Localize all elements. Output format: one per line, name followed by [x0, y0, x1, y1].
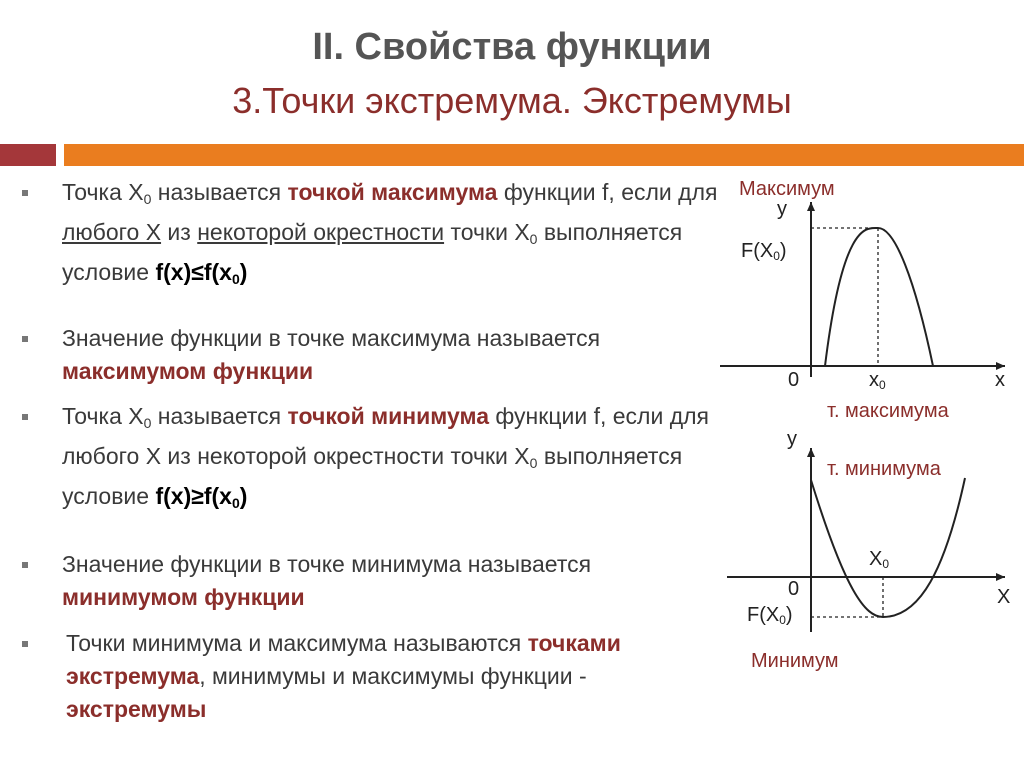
term-extremum-points: точками экстремума [66, 630, 621, 689]
bullet-marker [22, 562, 28, 568]
max-point-label: т. максимума [827, 400, 949, 422]
bullet-text: Значение функции в точке минимума называется минимумом функции [62, 551, 592, 610]
max-graph-x-label: x [995, 369, 1005, 391]
condition-max: $f(x)\le f(x_0)$ [155, 259, 248, 287]
max-graph-caption: Максимум [739, 178, 835, 200]
bullet-text: Точка $Х_0$ называется точкой минимума функции f, если для любого Х из некоторой окрестности точки $Х_0$ выполняется условие $f(x)\ge f(x_0)$ [62, 403, 709, 511]
slide-subtitle: 3.Точки экстремума. Экстремумы [232, 80, 792, 121]
bullet-text: Точка $Х_0$ называется точкой максимума функции f, если для любого Х из некоторой окрестности точки $Х_0$ выполняется условие $f(x)\le f(x_0)$ [62, 179, 718, 287]
max-graph-origin: 0 [788, 369, 800, 391]
term-min-point: точкой минимума [287, 403, 489, 429]
bullet-marker [22, 641, 28, 647]
bullet-text: Значение функции в точке максимума называется максимумом функции [62, 325, 601, 384]
min-graph-origin: 0 [788, 578, 800, 600]
bullet-text: Точки минимума и максимума называются точками экстремума, минимумы и максимумы функции - экстремумы [66, 630, 621, 722]
bullet-marker [22, 190, 28, 196]
min-graph-x-label: X [997, 586, 1011, 608]
term-max-value: максимумом функции [62, 358, 314, 384]
term-min-value: минимумом функции [62, 584, 305, 610]
max-graph-curve [825, 228, 933, 366]
bullet-marker [22, 336, 28, 342]
graphs-panel [715, 170, 1024, 680]
max-graph-y-label: у [777, 198, 787, 220]
max-graph-x0: $x_0$ [869, 369, 886, 392]
slide-title: II. Свойства функции [312, 26, 712, 68]
term-max-point: точкой максимума [287, 179, 498, 205]
min-graph-x0: $X_0$ [869, 548, 890, 571]
min-point-label: т. минимума [827, 458, 941, 480]
min-graph-f-label: $F(X_0)$ [747, 604, 793, 627]
term-extremums: экстремумы [66, 696, 207, 722]
min-graph-caption: Минимум [751, 650, 839, 672]
bullet-marker [22, 414, 28, 420]
min-graph-y-label: у [787, 428, 797, 450]
condition-min: $f(x)\ge f(x_0)$ [155, 483, 248, 511]
max-graph-f-label: $F(X_0)$ [741, 240, 787, 263]
